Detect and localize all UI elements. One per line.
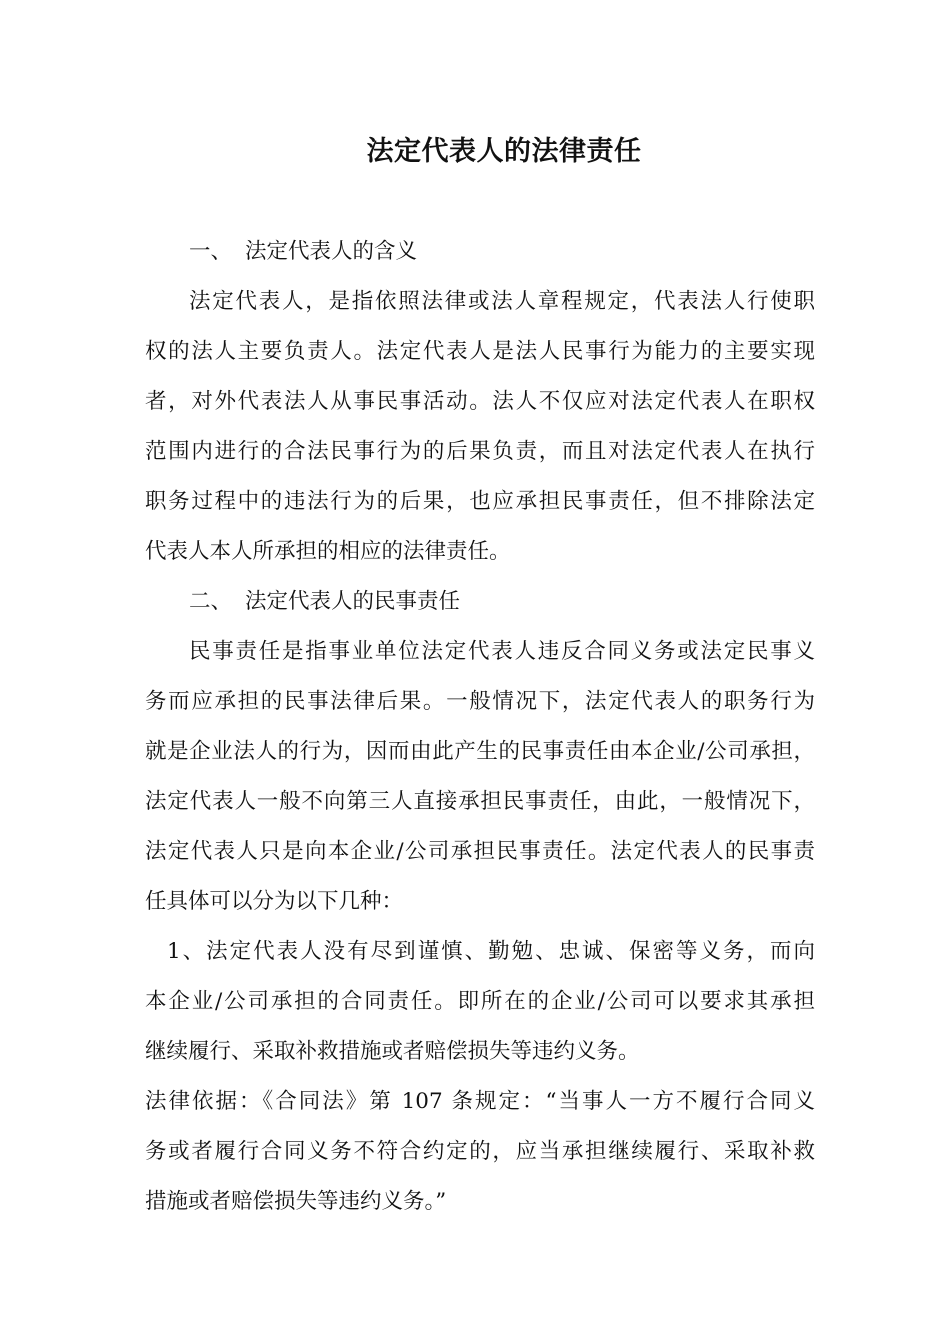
document-title: 法定代表人的法律责任: [366, 136, 642, 167]
list-item-line: 1、法定代表人没有尽到谨慎、勤勉、忠诚、保密等义务，而向: [167, 939, 815, 964]
section-heading-1: [189, 237, 417, 267]
paragraph-line: 职务过程中的违法行为的后果，也应承担民事责任，但不排除法定: [145, 489, 815, 514]
paragraph-line: 就是企业法人的行为，因而由此产生的民事责任由本企业/公司承担，: [145, 739, 815, 764]
list-item-line: 继续履行、采取补救措施或者赔偿损失等违约义务。: [145, 1039, 640, 1064]
section-heading-2: [189, 587, 460, 617]
paragraph-line: 务而应承担的民事法律后果。一般情况下，法定代表人的职务行为: [145, 689, 815, 714]
legal-basis-line: 措施或者赔偿损失等违约义务。”: [145, 1189, 447, 1214]
paragraph-line: 法定代表人，是指依照法律或法人章程规定，代表法人行使职: [189, 289, 815, 314]
paragraph-line: 法定代表人一般不向第三人直接承担民事责任，由此，一般情况下，: [145, 789, 815, 814]
list-item-line: 本企业/公司承担的合同责任。即所在的企业/公司可以要求其承担: [145, 989, 815, 1014]
paragraph-line: 代表人本人所承担的相应的法律责任。: [145, 539, 511, 564]
paragraph-line: 法定代表人只是向本企业/公司承担民事责任。法定代表人的民事责: [145, 839, 815, 864]
section-heading-text: 法定代表人的民事责任: [245, 589, 461, 614]
legal-basis-line: 务或者履行合同义务不符合约定的，应当承担继续履行、采取补救: [145, 1139, 815, 1164]
section-number: 二、: [189, 589, 233, 614]
paragraph-line: 权的法人主要负责人。法定代表人是法人民事行为能力的主要实现: [145, 339, 815, 364]
legal-basis-line: 法律依据：《合同法》第 107 条规定：“当事人一方不履行合同义: [145, 1089, 815, 1114]
section-heading-text: 法定代表人的含义: [245, 239, 418, 264]
paragraph-line: 者，对外代表法人从事民事活动。法人不仅应对法定代表人在职权: [145, 389, 815, 414]
section-number: 一、: [189, 239, 233, 264]
paragraph-line: 范围内进行的合法民事行为的后果负责，而且对法定代表人在执行: [145, 439, 815, 464]
paragraph-line: 民事责任是指事业单位法定代表人违反合同义务或法定民事义: [189, 639, 815, 664]
paragraph-line: 任具体可以分为以下几种：: [145, 889, 404, 914]
